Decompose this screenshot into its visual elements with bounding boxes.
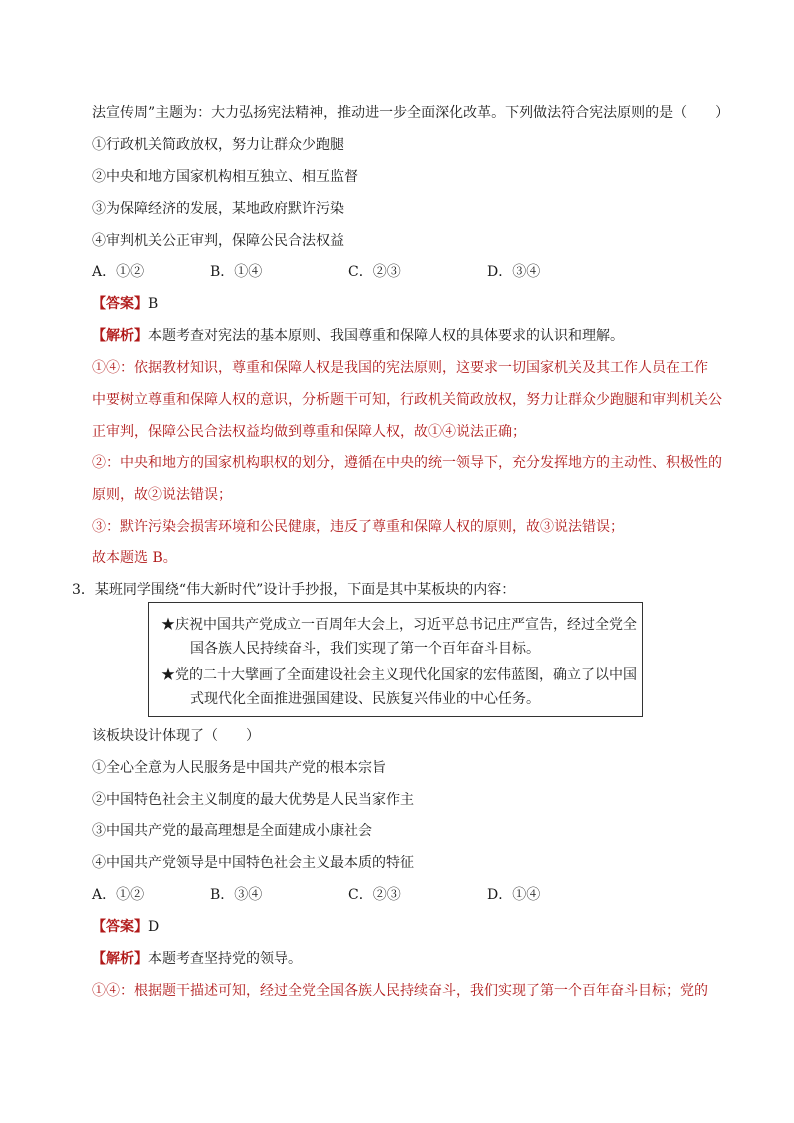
q2-analysis: [92, 326, 624, 346]
q2-explain-1-line-3: 正审判，保障公民合法权益均做到尊重和保障人权，故①④说法正确；: [92, 424, 526, 440]
q2-explain-1-line-2: 中要树立尊重和保障人权的意识，分析题干可知，行政机关简政放权，努力让群众少跑腿和审判机关公: [92, 392, 722, 408]
q3-option-b: B．③④: [210, 887, 263, 903]
q3-box-line-3: ★党的二十大擘画了全面建设社会主义现代化国家的宏伟蓝图，确立了以中国: [161, 667, 637, 683]
q2-option-a: A．①②: [92, 264, 145, 280]
q2-explain-2-line-1: ②：中央和地方的国家机构职权的划分，遵循在中央的统一领导下，充分发挥地方的主动性、积极性的: [92, 455, 722, 471]
q2-conclusion: 故本题选 B。: [92, 550, 177, 566]
q3-quote-box: [148, 602, 643, 717]
q2-explain-3: ③：默许污染会损害环境和公民健康，违反了尊重和保障人权的原则，故③说法错误；: [92, 519, 624, 535]
q3-answer: [92, 917, 159, 937]
analysis-text: 本题考查对宪法的基本原则、我国尊重和保障人权的具体要求的认识和理解。: [148, 328, 624, 344]
q3-box-line-1: ★庆祝中国共产党成立一百周年大会上，习近平总书记庄严宣告，经过全党全: [161, 617, 637, 633]
q3-item-4: ④中国共产党领导是中国特色社会主义最本质的特征: [92, 855, 414, 871]
answer-tag: 【答案】: [92, 296, 148, 312]
answer-value: D: [148, 919, 160, 935]
q3-number: 3．: [72, 582, 95, 598]
q3-box-line-2: 国各族人民持续奋斗，我们实现了第一个百年奋斗目标。: [190, 641, 540, 657]
q3-item-3: ③中国共产党的最高理想是全面建成小康社会: [92, 823, 372, 839]
analysis-tag: 【解析】: [92, 328, 148, 344]
q3-item-2: ②中国特色社会主义制度的最大优势是人民当家作主: [92, 792, 414, 808]
q2-stem: 法宣传周”主题为：大力弘扬宪法精神，推动进一步全面深化改革。下列做法符合宪法原则的是（ ）: [92, 105, 730, 121]
q2-item-1: ①行政机关简政放权，努力让群众少跑腿: [92, 137, 344, 153]
q3-option-d: D．①④: [487, 887, 541, 903]
answer-tag: 【答案】: [92, 919, 148, 935]
q2-option-c: C．②③: [348, 264, 401, 280]
q3-option-c: C．②③: [348, 887, 401, 903]
q2-item-3: ③为保障经济的发展，某地政府默许污染: [92, 201, 344, 217]
q3-stem: [72, 580, 515, 600]
q3-analysis: [92, 949, 302, 969]
q2-item-2: ②中央和地方国家机构相互独立、相互监督: [92, 169, 358, 185]
q2-option-d: D．③④: [487, 264, 541, 280]
q3-stem-text: 某班同学围绕“伟大新时代”设计手抄报，下面是其中某板块的内容：: [94, 582, 516, 598]
q3-box-line-4: 式现代化全面推进强国建设、民族复兴伟业的中心任务。: [190, 691, 540, 707]
q2-explain-1-line-1: ①④：依据教材知识，尊重和保障人权是我国的宪法原则，这要求一切国家机关及其工作人员在工作: [92, 360, 708, 376]
analysis-text: 本题考查坚持党的领导。: [148, 951, 302, 967]
q3-explain-1: ①④：根据题干描述可知，经过全党全国各族人民持续奋斗，我们实现了第一个百年奋斗目标；党的: [92, 983, 708, 999]
answer-value: B: [148, 296, 159, 312]
q3-option-a: A．①②: [92, 887, 145, 903]
q2-answer: [92, 294, 158, 314]
q2-explain-2-line-2: 原则，故②说法错误；: [92, 487, 232, 503]
analysis-tag: 【解析】: [92, 951, 148, 967]
q2-item-4: ④审判机关公正审判，保障公民合法权益: [92, 233, 344, 249]
q3-question: 该板块设计体现了（ ）: [92, 728, 260, 744]
q3-item-1: ①全心全意为人民服务是中国共产党的根本宗旨: [92, 760, 386, 776]
q2-option-b: B．①④: [210, 264, 263, 280]
